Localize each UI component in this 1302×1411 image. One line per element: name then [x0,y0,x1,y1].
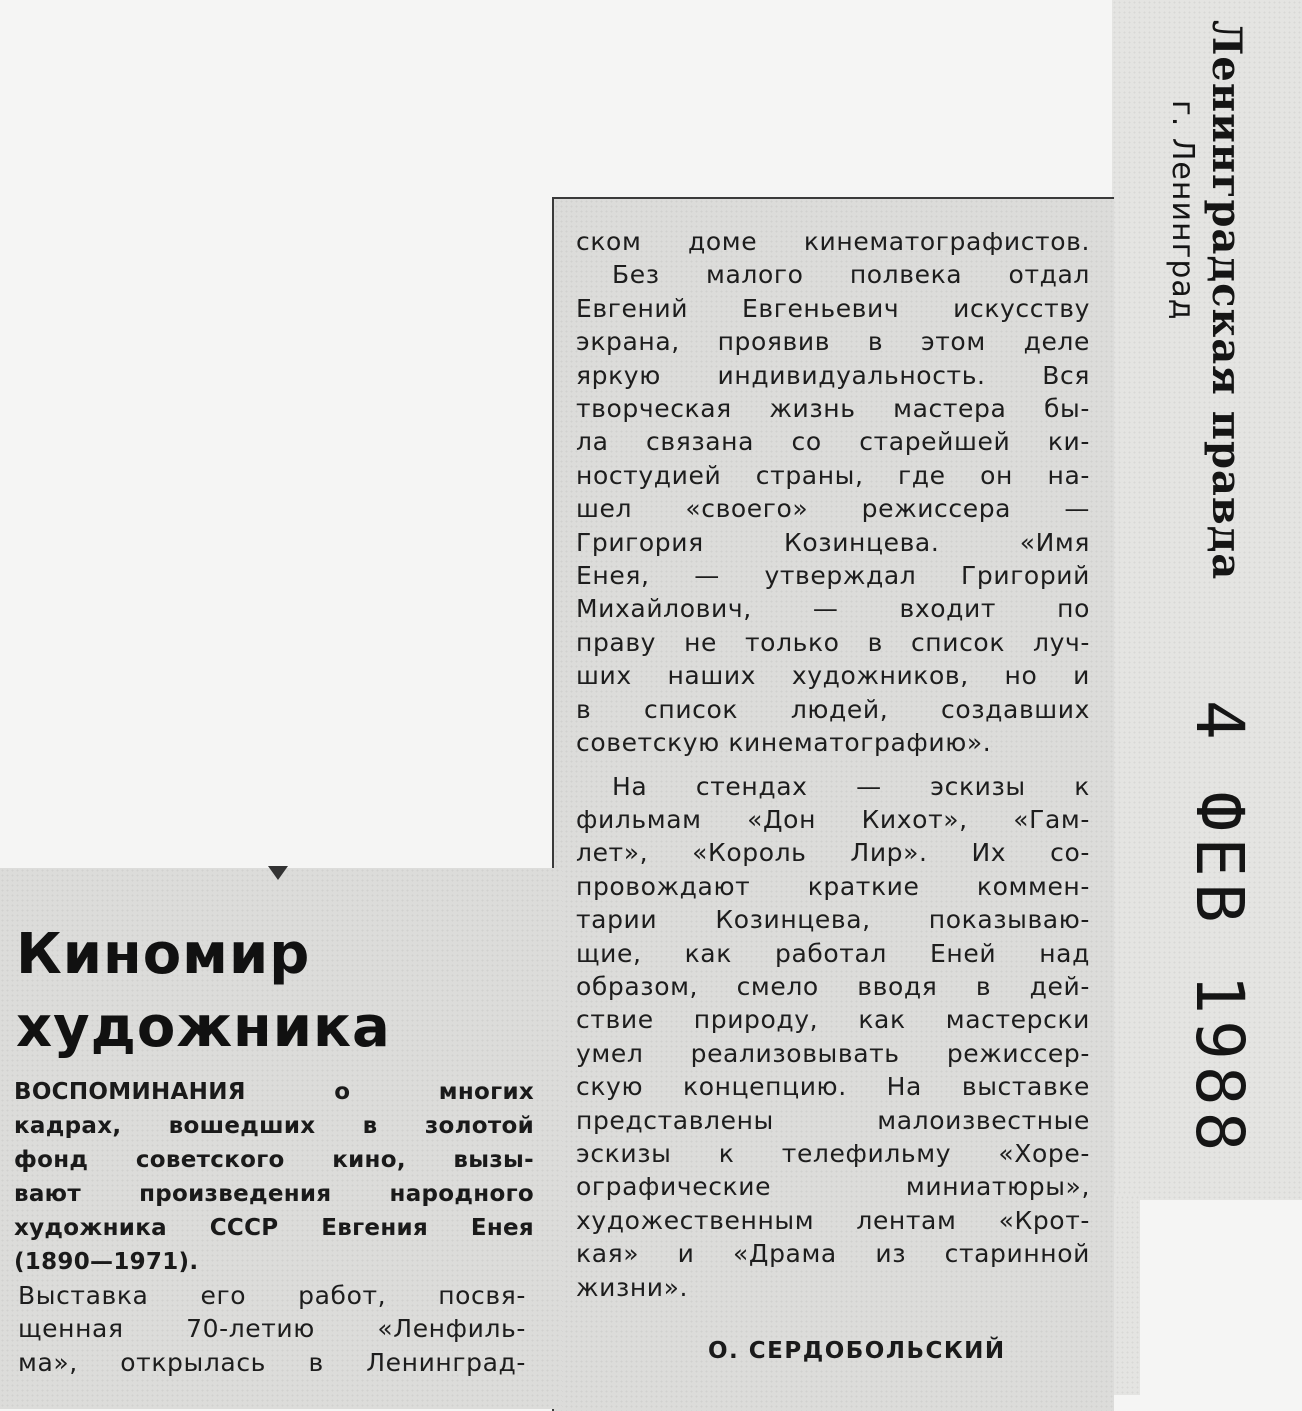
stamp-date: 4 ФЕВ 1988 [1181,700,1258,1158]
body-line: ствие природу, как мастерски [576,1005,1090,1035]
body-line: Григория Козинцева. «Имя [576,527,1090,557]
body-line: художественным лентам «Крот- [576,1205,1090,1235]
body-line: Михайлович, — входит по [576,594,1090,624]
body-line: ла связана со старейшей ки- [576,427,1090,457]
body-line: ших наших художников, но и [576,661,1090,691]
body-line: ском доме кинематографистов. [576,227,1090,256]
body-line: Выставка его работ, посвя- [18,1281,526,1310]
stamp-paper-name: Ленинградская правда [1203,20,1250,581]
lead-line: кадрах, вошедших в золотой [14,1113,534,1139]
body-line: образом, смело вводя в дей- [576,971,1090,1001]
headline [16,918,536,1064]
body-line: фильмам «Дон Кихот», «Гам- [576,804,1090,834]
ornament-mark [268,866,288,880]
body-line: экрана, проявив в этом деле [576,327,1090,357]
lead-line: вают произведения народного [14,1181,534,1207]
body-line: в список людей, создавших [576,694,1090,724]
body-line: эскизы к телефильму «Хоре- [576,1138,1090,1168]
lead-line: (1890—1971). [14,1249,199,1275]
headline-line: художника [16,995,391,1060]
body-line: Евгений Евгеньевич искусству [576,293,1090,323]
lead-paragraph [14,1075,534,1279]
author-signature: О. СЕРДОБОЛЬСКИЙ [708,1338,1006,1364]
body-line: умел реализовывать режиссер- [576,1038,1090,1068]
body-line: творческая жизнь мастера бы- [576,394,1090,424]
body-line: щие, как работал Еней над [576,938,1090,968]
body-right-column [576,225,1090,1304]
body-line: шел «своего» режиссера — [576,494,1090,524]
body-line: скую концепцию. На выставке [576,1072,1090,1102]
body-line: кая» и «Драма из старинной [576,1239,1090,1269]
body-line: щенная 70-летию «Ленфиль- [18,1314,526,1344]
body-line: советскую кинематографию». [576,728,992,758]
lead-line: ВОСПОМИНАНИЯ о многих [14,1079,534,1105]
body-line: лет», «Король Лир». Их со- [576,838,1090,868]
body-line: ма», открылась в Ленинград- [18,1347,526,1377]
body-line: провождают краткие коммен- [576,871,1090,901]
body-line: тарии Козинцева, показываю- [576,905,1090,935]
body-line: Без малого полвека отдал [612,260,1090,290]
body-line: жизни». [576,1272,689,1302]
lead-line: художника СССР Евгения Енея [14,1215,534,1241]
body-line: Енея, — утверждал Григорий [576,561,1090,591]
body-line: яркую индивидуальность. Вся [576,360,1090,390]
body-line: праву не только в список луч- [576,627,1090,657]
body-line: ографические миниатюры», [576,1172,1090,1202]
body-line: ностудией страны, где он на- [576,460,1090,490]
stamp-city: г. Ленинград [1165,100,1200,321]
body-left-column [18,1279,526,1379]
body-line: представлены малоизвестные [576,1105,1090,1135]
body-line: На стендах — эскизы к [612,771,1090,801]
headline-line: Киномир [16,922,311,987]
lead-line: фонд советского кино, вызы- [14,1147,534,1173]
stamp-strip-tail [1110,1195,1140,1395]
